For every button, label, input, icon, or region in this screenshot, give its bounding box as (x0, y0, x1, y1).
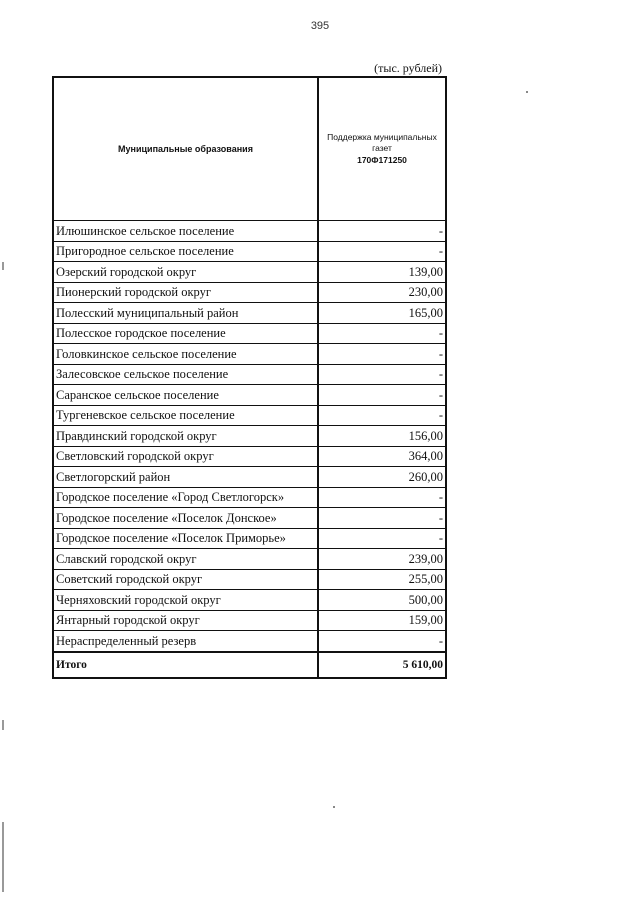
budget-table (52, 76, 447, 679)
row-name: Залесовское сельское поселение (53, 364, 318, 385)
table-row (53, 385, 446, 406)
table-row (53, 303, 446, 324)
total-label: Итого (53, 652, 318, 678)
row-name: Городское поселение «Город Светлогорск» (53, 487, 318, 508)
row-name: Озерский городской округ (53, 262, 318, 283)
row-name: Светлогорский район (53, 467, 318, 488)
row-value: 156,00 (318, 426, 446, 447)
row-value: 239,00 (318, 549, 446, 570)
row-value: 500,00 (318, 590, 446, 611)
row-value: 364,00 (318, 446, 446, 467)
row-name: Янтарный городской округ (53, 610, 318, 631)
row-value: 165,00 (318, 303, 446, 324)
row-value: 159,00 (318, 610, 446, 631)
table-row (53, 282, 446, 303)
scan-speck (526, 91, 528, 93)
row-value: - (318, 221, 446, 242)
row-value: - (318, 385, 446, 406)
table-row (53, 446, 446, 467)
row-name: Советский городской округ (53, 569, 318, 590)
table-row (53, 344, 446, 365)
table-row (53, 528, 446, 549)
header-newspaper-support-label: Поддержка муниципальных газет (327, 131, 437, 154)
row-name: Нераспределенный резерв (53, 631, 318, 652)
scan-edge-mark (2, 720, 4, 730)
scan-edge-mark (2, 822, 4, 892)
row-name: Пригородное сельское поселение (53, 241, 318, 262)
row-value: - (318, 241, 446, 262)
row-value: - (318, 528, 446, 549)
page-number: 395 (310, 20, 330, 32)
unit-note: (тыс. рублей) (374, 61, 442, 75)
row-name: Правдинский городской округ (53, 426, 318, 447)
row-value: - (318, 487, 446, 508)
row-name: Саранское сельское поселение (53, 385, 318, 406)
row-value: - (318, 631, 446, 652)
row-value: - (318, 323, 446, 344)
table-row (53, 364, 446, 385)
row-value: 260,00 (318, 467, 446, 488)
table-body (53, 221, 446, 678)
table-row (53, 241, 446, 262)
table-header-row (53, 77, 446, 221)
row-value: - (318, 364, 446, 385)
row-name: Полесский муниципальный район (53, 303, 318, 324)
row-name: Илюшинское сельское поселение (53, 221, 318, 242)
row-name: Черняховский городской округ (53, 590, 318, 611)
row-name: Городское поселение «Поселок Приморье» (53, 528, 318, 549)
table-row (53, 508, 446, 529)
row-value: 139,00 (318, 262, 446, 283)
scan-edge-mark (2, 262, 4, 270)
row-name: Светловский городской округ (53, 446, 318, 467)
table-row (53, 405, 446, 426)
row-name: Головкинское сельское поселение (53, 344, 318, 365)
row-value: 230,00 (318, 282, 446, 303)
row-name: Полесское городское поселение (53, 323, 318, 344)
row-value: 255,00 (318, 569, 446, 590)
table-row (53, 610, 446, 631)
row-value: - (318, 405, 446, 426)
header-newspaper-support (318, 77, 446, 221)
table-row (53, 426, 446, 447)
row-value: - (318, 508, 446, 529)
header-municipalities: Муниципальные образования (53, 77, 318, 221)
table-row (53, 262, 446, 283)
table-row (53, 467, 446, 488)
table-row (53, 221, 446, 242)
table-row (53, 549, 446, 570)
row-name: Тургеневское сельское поселение (53, 405, 318, 426)
row-name: Городское поселение «Поселок Донское» (53, 508, 318, 529)
table-row (53, 323, 446, 344)
row-name: Славский городской округ (53, 549, 318, 570)
header-budget-code: 170Ф171250 (357, 154, 407, 165)
total-row (53, 652, 446, 678)
row-value: - (318, 344, 446, 365)
table-row (53, 487, 446, 508)
total-value: 5 610,00 (318, 652, 446, 678)
table-row (53, 590, 446, 611)
scan-speck (333, 806, 335, 808)
row-name: Пионерский городской округ (53, 282, 318, 303)
table-row (53, 631, 446, 652)
table-row (53, 569, 446, 590)
